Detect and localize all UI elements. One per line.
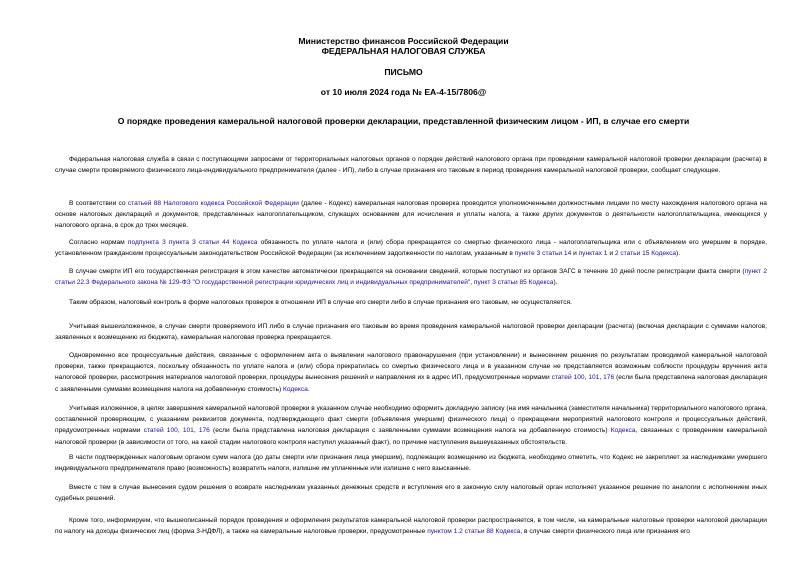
doc-subject: О порядке проведения камеральной налоговой проверки декларации, представленной физическим лицом - ИП, в случае его смерти bbox=[117, 116, 690, 126]
link-article-15[interactable]: 2 статьи 15 Кодекса bbox=[614, 250, 677, 258]
text-span: . bbox=[307, 385, 310, 393]
text-span: Согласно нормам bbox=[69, 239, 128, 246]
link-code[interactable]: Кодекса bbox=[283, 385, 308, 393]
text-span: В соответствии со bbox=[69, 200, 128, 207]
link-article-100[interactable]: статей 100 bbox=[551, 374, 585, 382]
link-article-101[interactable]: 101 bbox=[588, 374, 600, 382]
link-article-176[interactable]: 176 bbox=[198, 427, 210, 435]
text-span: , в случае смерти физического лица или признания его bbox=[520, 528, 690, 536]
doc-type: ПИСЬМО bbox=[384, 67, 423, 77]
paragraph-11 bbox=[55, 515, 767, 537]
paragraph-1: Федеральная налоговая служба в связи с поступающими запросами от территориальных налоговых органов о порядке действий налогового органа при проведении камеральной налоговой проверки декларации (расчета) в случае смерти проверяемого физического лица-индивидуального предпринимателя (далее - ИП), либо в случае признания его таковым в период проведения камеральной налоговой проверки, сообщает следующее. bbox=[55, 156, 767, 175]
paragraph-5: Таким образом, налоговый контроль в форме налоговых проверок в отношении ИП в случае его смерти либо в случае признания его таковым, не осуществляется. bbox=[69, 299, 572, 306]
link-article-101[interactable]: 101 bbox=[182, 427, 194, 435]
text-span: В случае смерти ИП его государственная регистрация в этом качестве автоматически прекращается на основании сведений, которые поступают из органов ЗАГС в течение 10 дней после регистрации факта смерти ( bbox=[69, 268, 745, 275]
link-points-1[interactable]: пунктах 1 bbox=[578, 250, 608, 258]
text-span: , bbox=[177, 427, 183, 435]
paragraph-7 bbox=[55, 350, 767, 395]
doc-date-number: от 10 июля 2024 года № ЕА-4-15/7806@ bbox=[320, 87, 487, 97]
ministry-title: Министерство финансов Российской Федерации bbox=[298, 36, 509, 46]
paragraph-6: Учитывая вышеизложенное, в случае смерти проверяемого ИП либо в случае признания его таковым во время проведения камеральной налоговой проверки декларации (расчета) (включая декларации с суммами налогов, заявленных к возмещению из бюджета), камеральная налоговая проверка прекращается. bbox=[55, 323, 767, 342]
text-span: обязанность по уплате налога и (или) сбора прекращается со смертью физического лица - налогоплательщика или с объявлением его умершим в порядке, установленном гражданским процессуальным законодательством Российской Федерации (за исключением задолженности по налогам, указанным в bbox=[55, 239, 767, 258]
paragraph-8 bbox=[55, 403, 767, 448]
text-span: Учитывая изложенное, в целях завершения камеральной налоговой проверки в указанном случае необходимо оформить докладную записку (на имя начальника (заместителя начальника) территориального налогового органа, составленной проверяющим, с указанием реквизитов документа, подтверждающего факт смерти (объявления умершим) физического лица) о прекращении мероприятий налогового контроля и процессуальных действий, предусмотренных нормами bbox=[55, 405, 767, 435]
paragraph-10: Вместе с тем в случае вынесения судом решения о возврате наследникам указанных денежных средств и вступления его в законную силу налоговый орган исполняет указанное решение по аналогии с исполнением иных судебных решений. bbox=[55, 484, 767, 503]
text-span: (далее - Кодекс) камеральная налоговая проверка проводится уполномоченными должностными лицами по месту нахождения налогового органа на основе налоговых деклараций и документов, представленных налогоплательщиком, служащих основанием для исчисления и уплаты налога, а также других документов о деятельности налогоплательщика, имеющихся у налогового органа, в срок до трех месяцев. bbox=[55, 200, 767, 230]
paragraph-3 bbox=[55, 237, 767, 259]
text-span: и bbox=[607, 250, 615, 258]
link-article-88[interactable]: статьей 88 Налогового кодекса Российской Федерации bbox=[127, 200, 299, 207]
text-span: , связанных с проведением камеральной налоговой проверки (в зависимости от того, на какой стадии налогового контроля наступил указанный факт), по причине наступления вышеуказанных обстоятельств. bbox=[55, 427, 767, 446]
text-span: ). bbox=[676, 250, 681, 258]
link-law-129fz[interactable]: пункт 2 статьи 22.3 Федерального закона № 129-ФЗ "О государственной регистрации юридических лиц и индивидуальных предпринимателей" bbox=[55, 268, 767, 287]
link-article-14[interactable]: пункте 3 статьи 14 bbox=[514, 250, 572, 258]
text-span: ). bbox=[553, 279, 558, 287]
text-span: и bbox=[571, 250, 579, 258]
text-span: Одновременно все процессуальные действия, связанные с оформлением акта о выявлении налогового правонарушения (при установлении) и вынесением решения по результатам проводимой камеральной налоговой проверки, также прекращаются, поскольку обязанность по уплате налога и (или) сбора прекратилась со смертью физического лица и в указанном случае не представляется возможным соблюсти процедуры вручения акта налоговой проверки, рассмотрения материалов налоговой проверки, процедуры вынесения решений и направления их в адрес ИП, предусмотренные нормами bbox=[55, 352, 767, 382]
paragraph-2 bbox=[55, 198, 767, 232]
link-article-100[interactable]: статей 100 bbox=[143, 427, 178, 435]
link-article-44[interactable]: подпункта 3 пункта 3 статьи 44 Кодекса bbox=[127, 239, 258, 246]
link-code[interactable]: Кодекса bbox=[610, 427, 636, 435]
paragraph-4 bbox=[55, 266, 767, 288]
link-article-88-point-1-2[interactable]: пунктом 1.2 статьи 88 Кодекса bbox=[427, 528, 521, 536]
text-span: (если была представлена налоговая декларация с заявленными суммами возмещения налога на добавленную стоимость) bbox=[209, 427, 611, 435]
text-span: Кроме того, информируем, что вышеописанный порядок проведения и оформления результатов камеральной налоговой проверки распространяется, в том числе, на камеральные налоговые проверки налоговой декларации по налогу на доходы физических лиц (форма 3-НДФЛ), а также на камеральные налоговые проверки, предусмотренные bbox=[55, 517, 767, 536]
text-span: , bbox=[599, 374, 604, 382]
text-span: (если была представлена налоговая декларация с заявленными суммами возмещения налога на добавленную стоимость) bbox=[55, 374, 768, 393]
text-span: , bbox=[470, 279, 474, 287]
service-title: ФЕДЕРАЛЬНАЯ НАЛОГОВАЯ СЛУЖБА bbox=[321, 46, 486, 56]
text-span: , bbox=[193, 427, 199, 435]
link-article-85[interactable]: пункт 3 статьи 85 Кодекса bbox=[473, 279, 554, 287]
link-article-176[interactable]: 176 bbox=[603, 374, 615, 382]
text-span: , bbox=[584, 374, 589, 382]
paragraph-9: В части подтвержденных налоговым органом сумм налога (до даты смерти или признания лица умершим), подлежащих возмещению из бюджета, необходимо отметить, что Кодекс не закрепляет за наследниками умершего индивидуального предпринимателя право (возможность) возвратить налоги, излишне им уплаченные или излишне с него взысканные. bbox=[55, 454, 767, 473]
